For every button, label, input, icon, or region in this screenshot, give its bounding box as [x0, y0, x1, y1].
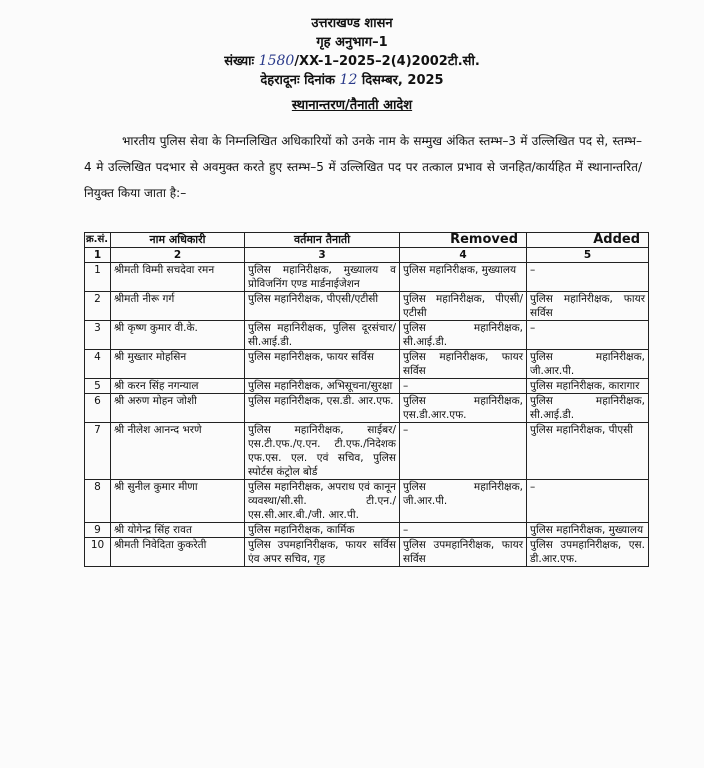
table-row	[85, 379, 649, 394]
current-posting-cell: पुलिस महानिरीक्षक, फायर सर्विस	[245, 350, 400, 379]
added-post-cell: पुलिस महानिरीक्षक, पीएसी	[527, 423, 649, 480]
added-post-cell: पुलिस महानिरीक्षक, फायर सर्विस	[527, 292, 649, 321]
sno-cell: 3	[85, 321, 111, 350]
officer-name-cell: श्री कृष्ण कुमार वी.के.	[111, 321, 245, 350]
table-row	[85, 480, 649, 523]
col-number: 1	[85, 248, 111, 263]
officer-name-cell: श्री योगेन्द्र सिंह रावत	[111, 523, 245, 538]
col-header-current: वर्तमान तैनाती	[245, 233, 400, 248]
col-number: 5	[527, 248, 649, 263]
sno-cell: 9	[85, 523, 111, 538]
officer-name-cell: श्रीमती नीरू गर्ग	[111, 292, 245, 321]
sno-cell: 8	[85, 480, 111, 523]
officer-name-cell: श्री नीलेश आनन्द भरणे	[111, 423, 245, 480]
table-row	[85, 321, 649, 350]
officer-name-cell: श्री अरुण मोहन जोशी	[111, 394, 245, 423]
sno-cell: 1	[85, 263, 111, 292]
ref-prefix: संख्याः	[224, 54, 255, 69]
added-post-cell: पुलिस महानिरीक्षक, सी.आई.डी.	[527, 394, 649, 423]
current-posting-cell: पुलिस महानिरीक्षक, मुख्यालय व प्रोविजनिंग एण्ड मार्डनाईजेशन	[245, 263, 400, 292]
current-posting-cell: पुलिस महानिरीक्षक, एस.डी. आर.एफ.	[245, 394, 400, 423]
current-posting-cell: पुलिस महानिरीक्षक, कार्मिक	[245, 523, 400, 538]
reference-number	[0, 52, 704, 71]
added-post-cell: –	[527, 321, 649, 350]
added-post-cell: पुलिस महानिरीक्षक, कारागार	[527, 379, 649, 394]
table-row	[85, 263, 649, 292]
table-header-row	[85, 233, 649, 248]
officer-name-cell: श्रीमती विम्मी सचदेवा रमन	[111, 263, 245, 292]
removed-post-cell: पुलिस उपमहानिरीक्षक, फायर सर्विस	[400, 538, 527, 567]
table-row	[85, 538, 649, 567]
added-post-cell: पुलिस महानिरीक्षक, मुख्यालय	[527, 523, 649, 538]
officer-name-cell: श्रीमती निवेदिता कुकरेती	[111, 538, 245, 567]
ref-handwritten: 1580	[258, 53, 295, 69]
col-header-added: Added	[527, 233, 649, 248]
current-posting-cell: पुलिस उपमहानिरीक्षक, फायर सर्विस एंव अपर सचिव, गृह	[245, 538, 400, 567]
removed-post-cell: पुलिस महानिरीक्षक, जी.आर.पी.	[400, 480, 527, 523]
date-suffix: दिसम्बर, 2025	[361, 73, 444, 88]
col-number: 3	[245, 248, 400, 263]
col-number: 4	[400, 248, 527, 263]
order-title: स्थानान्तरण/तैनाती आदेश	[291, 98, 413, 113]
col-number: 2	[111, 248, 245, 263]
date-handwritten: 12	[339, 72, 358, 88]
section-name: गृह अनुभाग–1	[316, 35, 388, 50]
col-header-sno: क्र.सं.	[85, 233, 111, 248]
order-body-text: भारतीय पुलिस सेवा के निम्नलिखित अधिकारियों को उनके नाम के सम्मुख अंकित स्तम्भ–3 में उल्लिखित पद से, स्तम्भ–4 मे उल्लिखित पदभार से अवमुक्त करते हुए स्तम्भ–5 में उल्लिखित पद पर तत्काल प्रभाव से जनहित/कार्यहित में स्थानान्तरित/नियुक्त किया जाता है:–	[84, 134, 642, 200]
table-row	[85, 523, 649, 538]
ref-suffix: /XX-1–2025–2(4)2002टी.सी.	[294, 54, 480, 69]
removed-post-cell: –	[400, 523, 527, 538]
sno-cell: 6	[85, 394, 111, 423]
sno-cell: 10	[85, 538, 111, 567]
removed-post-cell: –	[400, 423, 527, 480]
added-post-cell: पुलिस महानिरीक्षक, जी.आर.पी.	[527, 350, 649, 379]
sno-cell: 4	[85, 350, 111, 379]
table-row	[85, 350, 649, 379]
removed-post-cell: पुलिस महानिरीक्षक, पीएसी/एटीसी	[400, 292, 527, 321]
current-posting-cell: पुलिस महानिरीक्षक, पुलिस दूरसंचार/सी.आई.डी.	[245, 321, 400, 350]
removed-post-cell: पुलिस महानिरीक्षक, सी.आई.डी.	[400, 321, 527, 350]
sno-cell: 2	[85, 292, 111, 321]
current-posting-cell: पुलिस महानिरीक्षक, पीएसी/एटीसी	[245, 292, 400, 321]
table-row	[85, 292, 649, 321]
removed-post-cell: पुलिस महानिरीक्षक, एस.डी.आर.एफ.	[400, 394, 527, 423]
govt-name: उत्तराखण्ड शासन	[311, 16, 393, 31]
column-number-row	[85, 248, 649, 263]
removed-post-cell: पुलिस महानिरीक्षक, फायर सर्विस	[400, 350, 527, 379]
added-post-cell: पुलिस उपमहानिरीक्षक, एस. डी.आर.एफ.	[527, 538, 649, 567]
officer-name-cell: श्री सुनील कुमार मीणा	[111, 480, 245, 523]
col-header-name: नाम अधिकारी	[111, 233, 245, 248]
officer-name-cell: श्री मुख्तार मोहसिन	[111, 350, 245, 379]
date-prefix: देहरादूनः दिनांक	[260, 73, 336, 88]
removed-post-cell: –	[400, 379, 527, 394]
col-header-removed: Removed	[400, 233, 527, 248]
sno-cell: 7	[85, 423, 111, 480]
table-row	[85, 423, 649, 480]
sno-cell: 5	[85, 379, 111, 394]
added-post-cell: –	[527, 263, 649, 292]
order-date	[0, 71, 704, 90]
current-posting-cell: पुलिस महानिरीक्षक, साईबर/एस.टी.एफ./ए.एन. टी.एफ./निदेशक एफ.एस. एल. एवं सचिव, पुलिस स्पोर्टस कंट्रोल बोर्ड	[245, 423, 400, 480]
transfer-table	[84, 232, 649, 567]
added-post-cell: –	[527, 480, 649, 523]
removed-post-cell: पुलिस महानिरीक्षक, मुख्यालय	[400, 263, 527, 292]
current-posting-cell: पुलिस महानिरीक्षक, अभिसूचना/सुरक्षा	[245, 379, 400, 394]
table-row	[85, 394, 649, 423]
officer-name-cell: श्री करन सिंह नगन्याल	[111, 379, 245, 394]
current-posting-cell: पुलिस महानिरीक्षक, अपराध एवं कानून व्यवस्था/सी.सी. टी.एन./एस.सी.आर.बी./जी. आर.पी.	[245, 480, 400, 523]
